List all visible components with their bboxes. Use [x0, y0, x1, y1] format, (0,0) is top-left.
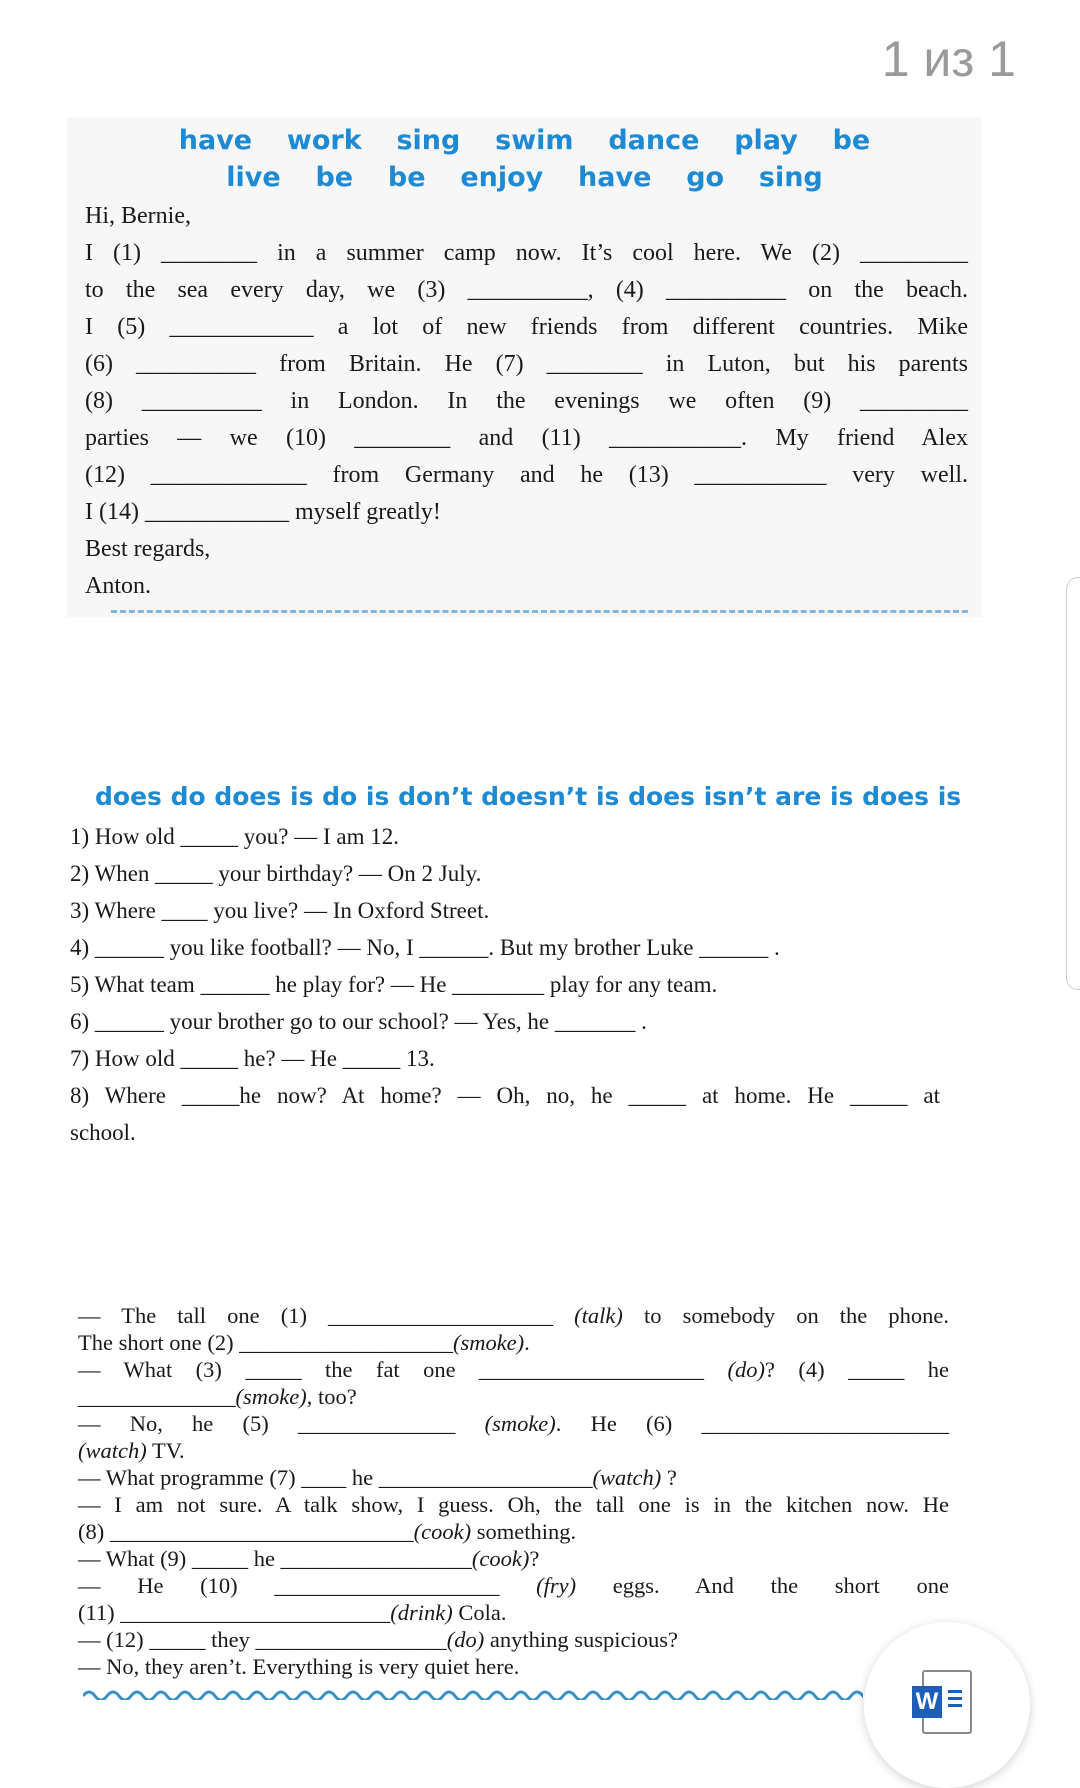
line-text: I (1) ________ in a summer camp now. It’s cool here. We (2) _________: [85, 240, 968, 266]
line-text: to the sea every day, we (3) __________, (4) __________ on the beach.: [85, 277, 968, 303]
line-text: — No, they aren’t. Everything is very quiet here.: [78, 1654, 520, 1679]
text-line: [78, 1329, 949, 1356]
word-bank-line: does do does is do is don’t doesn’t is does isn’t are is does is: [95, 782, 962, 811]
section-divider: [111, 610, 968, 613]
text-line: [78, 1437, 949, 1464]
text-line: [70, 1077, 940, 1114]
verb-hint: (fry): [536, 1573, 577, 1598]
text-line: [70, 929, 940, 966]
line-text: 7) How old _____ he? — He _____ 13.: [70, 1046, 435, 1071]
text-line: [70, 1003, 940, 1040]
text-line: [78, 1545, 949, 1572]
line-text: something.: [471, 1519, 577, 1544]
line-text: ______________: [78, 1384, 236, 1409]
text-line: [70, 855, 940, 892]
line-text: Anton.: [85, 573, 151, 599]
verb-hint: (drink): [390, 1600, 453, 1625]
line-text: . He (6) ______________________: [555, 1411, 949, 1436]
line-text: — What (9) _____ he _________________: [78, 1546, 472, 1571]
text-line: [85, 457, 968, 494]
text-line: [70, 892, 940, 929]
page-indicator: 1 из 1: [881, 31, 1016, 87]
text-line: [70, 818, 940, 855]
verb-hint: (cook): [413, 1519, 472, 1544]
text-line: [78, 1518, 949, 1545]
text-line: [85, 494, 968, 531]
word-bank-line: live be be enjoy have go sing: [226, 162, 823, 193]
word-bank-2: [95, 780, 962, 814]
line-text: 8) Where _____he now? At home? — Oh, no, he _____ at home. He _____ at: [70, 1083, 940, 1108]
open-in-word-button[interactable]: [864, 1622, 1030, 1788]
verb-hint: (smoke): [484, 1411, 556, 1436]
letter-exercise: [85, 198, 968, 605]
line-text: — The tall one (1) ____________________: [78, 1303, 575, 1328]
text-line: [78, 1302, 949, 1329]
line-text: 3) Where ____ you live? — In Oxford Street.: [70, 898, 490, 923]
line-text: ?: [529, 1546, 540, 1571]
line-text: school.: [70, 1120, 136, 1145]
line-text: Cola.: [452, 1600, 507, 1625]
text-line: [78, 1653, 949, 1680]
text-line: [85, 198, 968, 235]
line-text: I (5) ____________ a lot of new friends from different countries. Mike: [85, 314, 968, 340]
verb-hint: (do): [727, 1357, 765, 1382]
scrollbar-handle[interactable]: [1066, 577, 1080, 990]
text-line: [70, 1040, 940, 1077]
line-text: — I am not sure. A talk show, I guess. Oh, the tall one is in the kitchen now. He: [78, 1492, 949, 1517]
line-text: — No, he (5) ______________: [78, 1411, 485, 1436]
word-logo: W: [912, 1686, 942, 1718]
text-line: [85, 531, 968, 568]
text-line: [78, 1410, 949, 1437]
line-text: (8) ___________________________: [78, 1519, 414, 1544]
text-line: [85, 420, 968, 457]
line-text: — What programme (7) ____ he ___________________: [78, 1465, 593, 1490]
line-text: 4) ______ you like football? — No, I ______. But my brother Luke ______ .: [70, 935, 780, 960]
line-text: parties — we (10) ________ and (11) ___________. My friend Alex: [85, 425, 968, 451]
verb-hint: (do): [446, 1627, 485, 1652]
line-text: (12) _____________ from Germany and he (13) ___________ very well.: [85, 462, 968, 488]
text-line: [78, 1356, 949, 1383]
text-line: [78, 1626, 949, 1653]
line-text: .: [524, 1330, 530, 1355]
line-text: The short one (2) ___________________: [78, 1330, 453, 1355]
text-line: [85, 568, 968, 605]
line-text: 2) When _____ your birthday? — On 2 July.: [70, 861, 482, 886]
questions-exercise: [70, 818, 940, 1151]
verb-hint: (talk): [574, 1303, 623, 1328]
text-line: [85, 383, 968, 420]
line-text: Hi, Bernie,: [85, 203, 191, 229]
verb-hint: (smoke): [452, 1330, 525, 1355]
line-text: 1) How old _____ you? — I am 12.: [70, 824, 399, 849]
text-line: [78, 1599, 949, 1626]
dialogue-exercise: [78, 1302, 949, 1680]
text-line: [85, 309, 968, 346]
line-text: eggs. And the short one: [576, 1573, 949, 1598]
word-bank-1: [67, 122, 982, 196]
line-text: ? (4) _____ he: [764, 1357, 949, 1382]
text-line: [85, 272, 968, 309]
line-text: 6) ______ your brother go to our school? — Yes, he _______ .: [70, 1009, 647, 1034]
text-line: [85, 235, 968, 272]
line-text: to somebody on the phone.: [622, 1303, 949, 1328]
word-document-icon: [915, 1670, 972, 1734]
verb-hint: (watch): [592, 1465, 662, 1490]
line-text: — What (3) _____ the fat one ____________________: [78, 1357, 728, 1382]
word-bank-line: have work sing swim dance play be: [178, 125, 871, 156]
line-text: (6) __________ from Britain. He (7) ________ in Luton, but his parents: [85, 351, 968, 377]
line-text: — He (10) ____________________: [78, 1573, 537, 1598]
line-text: (8) __________ in London. In the evenings we often (9) _________: [85, 388, 968, 414]
text-line: [78, 1383, 949, 1410]
text-line: [85, 346, 968, 383]
verb-hint: (smoke): [235, 1384, 307, 1409]
verb-hint: (cook): [471, 1546, 530, 1571]
line-text: , too?: [306, 1384, 357, 1409]
verb-hint: (watch): [78, 1438, 147, 1463]
text-line: [70, 966, 940, 1003]
text-line: [78, 1572, 949, 1599]
line-text: Best regards,: [85, 536, 211, 562]
line-text: 5) What team ______ he play for? — He ________ play for any team.: [70, 972, 718, 997]
text-line: [70, 1114, 940, 1151]
text-line: [78, 1464, 949, 1491]
line-text: anything suspicious?: [484, 1627, 678, 1652]
line-text: — (12) _____ they _________________: [78, 1627, 447, 1652]
line-text: (11) ________________________: [78, 1600, 391, 1625]
text-line: [78, 1491, 949, 1518]
wavy-divider: [83, 1686, 863, 1700]
line-text: I (14) ____________ myself greatly!: [85, 499, 441, 525]
line-text: TV.: [146, 1438, 185, 1463]
line-text: ?: [661, 1465, 677, 1490]
